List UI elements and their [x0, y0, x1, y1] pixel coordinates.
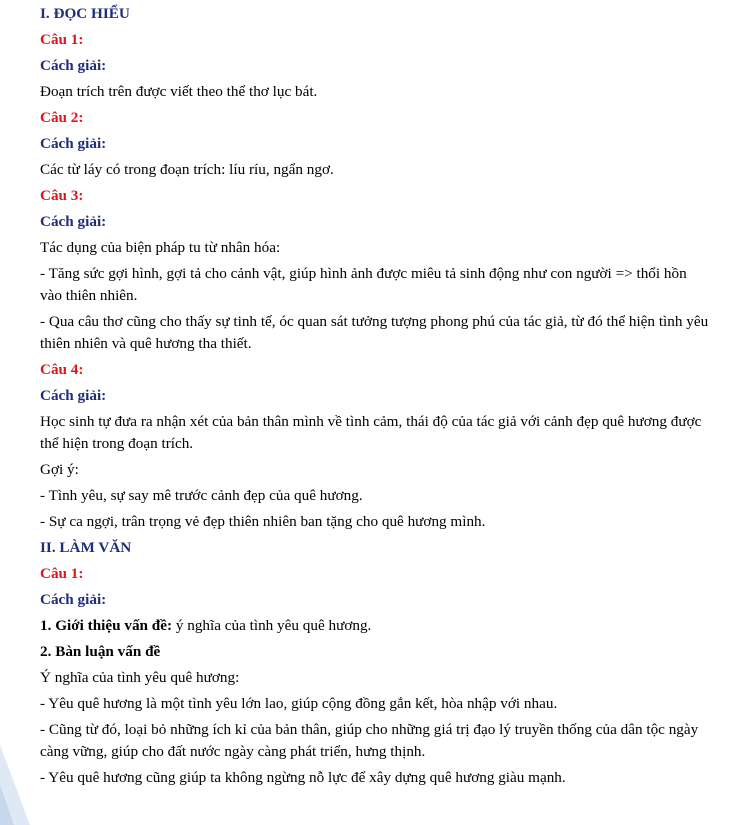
solution-label: Cách giải:	[40, 591, 107, 608]
intro-text: ý nghĩa của tình yêu quê hương.	[172, 617, 372, 634]
answer-paragraph: - Qua câu thơ cũng cho thấy sự tinh tế, óc quan sát tưởng tượng phong phú của tác giả, từ đó thể hiện tình yêu thiên nhiên và quê hương tha thiết.	[40, 313, 709, 352]
hint-item: - Tình yêu, sự say mê trước cảnh đẹp của quê hương.	[40, 487, 363, 504]
section-heading-writing: II. LÀM VĂN	[40, 539, 132, 556]
discussion-heading: 2. Bàn luận vấn đề	[40, 643, 161, 660]
question-label: Câu 2:	[40, 109, 84, 126]
meaning-item: - Yêu quê hương là một tình yêu lớn lao, giúp cộng đồng gắn kết, hòa nhập với nhau.	[40, 695, 558, 712]
section-heading-reading: I. ĐỌC HIỂU	[40, 5, 130, 22]
question-label: Câu 4:	[40, 361, 84, 378]
document-content	[40, 3, 712, 789]
meaning-item: - Yêu quê hương cũng giúp ta không ngừng nỗ lực để xây dựng quê hương giàu mạnh.	[40, 769, 566, 786]
corner-decoration-inner	[0, 785, 14, 825]
solution-label: Cách giải:	[40, 135, 107, 152]
intro-line	[40, 615, 712, 637]
hint-item: - Sự ca ngợi, trân trọng vẻ đẹp thiên nhiên ban tặng cho quê hương mình.	[40, 513, 486, 530]
question-label: Câu 3:	[40, 187, 84, 204]
intro-heading: 1. Giới thiệu vấn đề:	[40, 617, 173, 634]
meaning-item: - Cũng từ đó, loại bỏ những ích kỉ của bản thân, giúp cho những giá trị đạo lý truyền thống của dân tộc ngày càng vững, giúp cho đất nước ngày càng phát triển, hưng thịnh.	[40, 721, 699, 760]
answer-text: Các từ láy có trong đoạn trích: líu ríu, ngẩn ngơ.	[40, 161, 334, 178]
meaning-label: Ý nghĩa của tình yêu quê hương:	[40, 669, 240, 686]
question-label: Câu 1:	[40, 565, 84, 582]
answer-text: Tác dụng của biện pháp tu từ nhân hóa:	[40, 239, 281, 256]
hint-label: Gợi ý:	[40, 461, 79, 478]
solution-label: Cách giải:	[40, 213, 107, 230]
answer-paragraph: - Tăng sức gợi hình, gợi tả cho cảnh vật, giúp hình ảnh được miêu tả sinh động như con người => thổi hồn vào thiên nhiên.	[40, 265, 687, 304]
solution-label: Cách giải:	[40, 57, 107, 74]
question-label: Câu 1:	[40, 31, 84, 48]
answer-paragraph: Học sinh tự đưa ra nhận xét của bản thân mình về tình cảm, thái độ của tác giả với cảnh đẹp quê hương được thể hiện trong đoạn trích.	[40, 413, 702, 452]
solution-label: Cách giải:	[40, 387, 107, 404]
answer-text: Đoạn trích trên được viết theo thể thơ lục bát.	[40, 83, 318, 100]
